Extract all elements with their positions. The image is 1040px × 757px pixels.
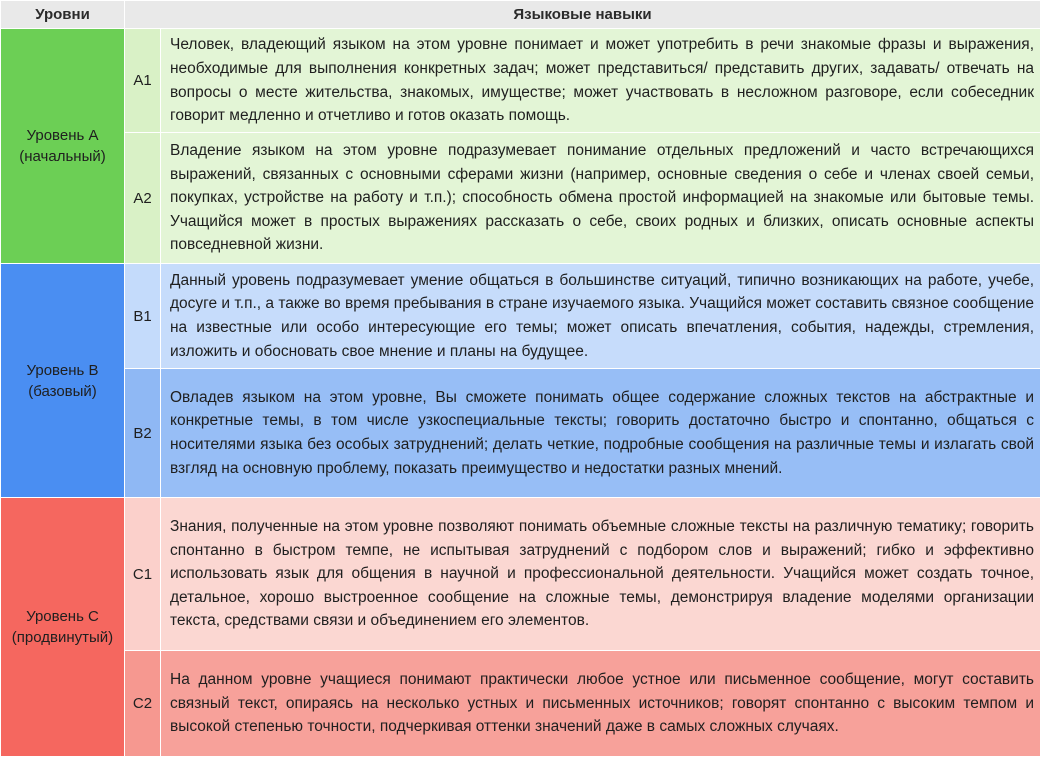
level-code-c2: C2 — [125, 651, 161, 757]
header-row — [1, 1, 1040, 29]
level-code-c1: C1 — [125, 498, 161, 651]
group-c-title: Уровень С — [1, 606, 124, 627]
group-level-c — [1, 498, 125, 757]
level-description-c1: Знания, полученные на этом уровне позволяют понимать объемные сложные тексты на различную тематику; говорить спонтанно в быстром темпе, не испытывая затруднений с подбором слов и выражений; гибко и эффективно использовать язык для общения в научной и профессиональной деятельности. Учащийся может создать точное, детальное, хорошо выстроенное сообщение на сложные темы, демонстрируя владение моделями организации текста, средствами связи и объединением его элементов. — [161, 498, 1040, 651]
group-c-subtitle: (продвинутый) — [1, 627, 124, 648]
level-description-c2: На данном уровне учащиеся понимают практически любое устное или письменное сообщение, могут составить связный текст, опираясь на несколько устных и письменных источников; говорят спонтанно с высоким темпом и высокой степенью точности, подчеркивая оттенки значений даже в самых сложных случаях. — [161, 651, 1040, 757]
group-b-subtitle: (базовый) — [1, 381, 124, 402]
level-code-b1: B1 — [125, 264, 161, 369]
table-row-a1 — [1, 29, 1040, 133]
table-row-c2 — [1, 651, 1040, 757]
level-description-b2: Овладев языком на этом уровне, Вы сможете понимать общее содержание сложных текстов на абстрактные и конкретные темы, в том числе узкоспециальные тексты; говорить достаточно быстро и спонтанно, общаться с носителями языка без особых затруднений; делать четкие, подробные сообщения на различные темы и излагать свой взгляд на основную проблему, показать преимущество и недостатки разных мнений. — [161, 369, 1040, 498]
level-description-a1: Человек, владеющий языком на этом уровне понимает и может употребить в речи знакомые фразы и выражения, необходимые для выполнения конкретных задач; может представиться/ представить других, задавать/ отвечать на вопросы о месте жительства, знакомых, имуществе; может участвовать в несложном разговоре, если собеседник говорит медленно и отчетливо и готов оказать помощь. — [161, 29, 1040, 133]
table-row-b1 — [1, 264, 1040, 369]
group-level-a — [1, 29, 125, 264]
level-code-a2: A2 — [125, 133, 161, 264]
table-row-b2 — [1, 369, 1040, 498]
level-code-b2: B2 — [125, 369, 161, 498]
group-a-subtitle: (начальный) — [1, 146, 124, 167]
header-levels: Уровни — [1, 1, 125, 29]
group-level-b — [1, 264, 125, 498]
level-description-b1: Данный уровень подразумевает умение общаться в большинстве ситуаций, типично возникающих на работе, учебе, досуге и т.п., а также во время пребывания в стране изучаемого языка. Учащийся может составить связное сообщение на известные или особо интересующие его темы; может описать впечатления, события, надежды, стремления, изложить и обосновать свое мнение и планы на будущее. — [161, 264, 1040, 369]
table-row-a2 — [1, 133, 1040, 264]
header-skills: Языковые навыки — [125, 1, 1040, 29]
group-a-title: Уровень А — [1, 125, 124, 146]
group-b-title: Уровень В — [1, 360, 124, 381]
level-description-a2: Владение языком на этом уровне подразумевает понимание отдельных предложений и часто встречающихся выражений, связанных с основными сферами жизни (например, основные сведения о себе и членах своей семьи, покупках, устройстве на работу и т.п.); способность обмена простой информацией на знакомые или бытовые темы. Учащийся может в простых выражениях рассказать о себе, своих родных и близких, описать основные аспекты повседневной жизни. — [161, 133, 1040, 264]
level-code-a1: A1 — [125, 29, 161, 133]
table-row-c1 — [1, 498, 1040, 651]
